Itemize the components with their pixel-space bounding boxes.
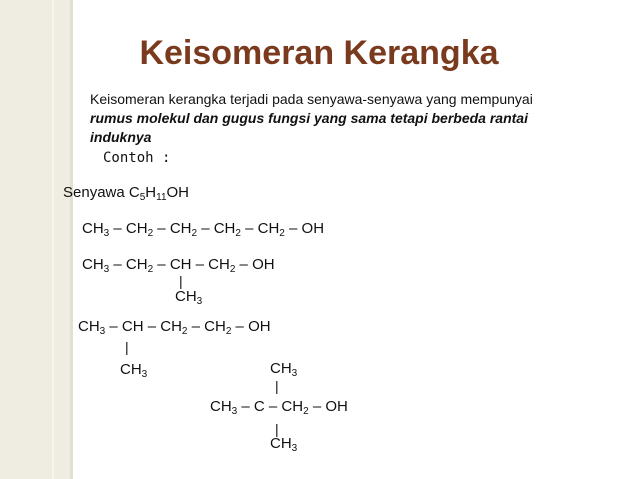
isomer-4-bottom-bond: | xyxy=(275,421,279,437)
isomer-1-chain: $CH_3 - CH_2 - CH_2 - CH_2 - CH_2$ – OH xyxy=(82,220,325,239)
compound-formula: Senyawa $C_5H_{11}OH$ xyxy=(63,184,190,203)
definition-paragraph xyxy=(90,90,610,147)
isomer-4-bottom-branch: $CH_3$ xyxy=(270,435,298,454)
isomer-2-chain: $CH_3 - CH_2$ – CH – $CH_2$ – OH xyxy=(82,256,275,275)
isomer-3-bond: | xyxy=(125,339,129,355)
definition-line-2: rumus molekul dan gugus fungsi yang sama tetapi berbeda rantai xyxy=(90,110,528,126)
isomer-3-branch: $CH_3$ xyxy=(120,361,148,380)
isomer-4-top-bond: | xyxy=(275,378,279,394)
isomer-4-top-branch: $CH_3$ xyxy=(270,360,298,379)
isomer-2-bond: | xyxy=(179,273,183,289)
definition-line-1: Keisomeran kerangka terjadi pada senyawa-senyawa yang mempunyai xyxy=(90,91,533,107)
definition-line-3: induknya xyxy=(90,129,152,145)
example-label: Contoh : xyxy=(103,150,171,166)
isomer-4-chain: $CH_3$ – C – $CH_2$ – OH xyxy=(210,398,348,417)
isomer-2-branch: $CH_3$ xyxy=(175,288,203,307)
slide-title: Keisomeran Kerangka xyxy=(139,34,499,72)
isomer-3-chain: $CH_3$ – CH – $CH_2 - CH_2$ – OH xyxy=(78,318,271,337)
